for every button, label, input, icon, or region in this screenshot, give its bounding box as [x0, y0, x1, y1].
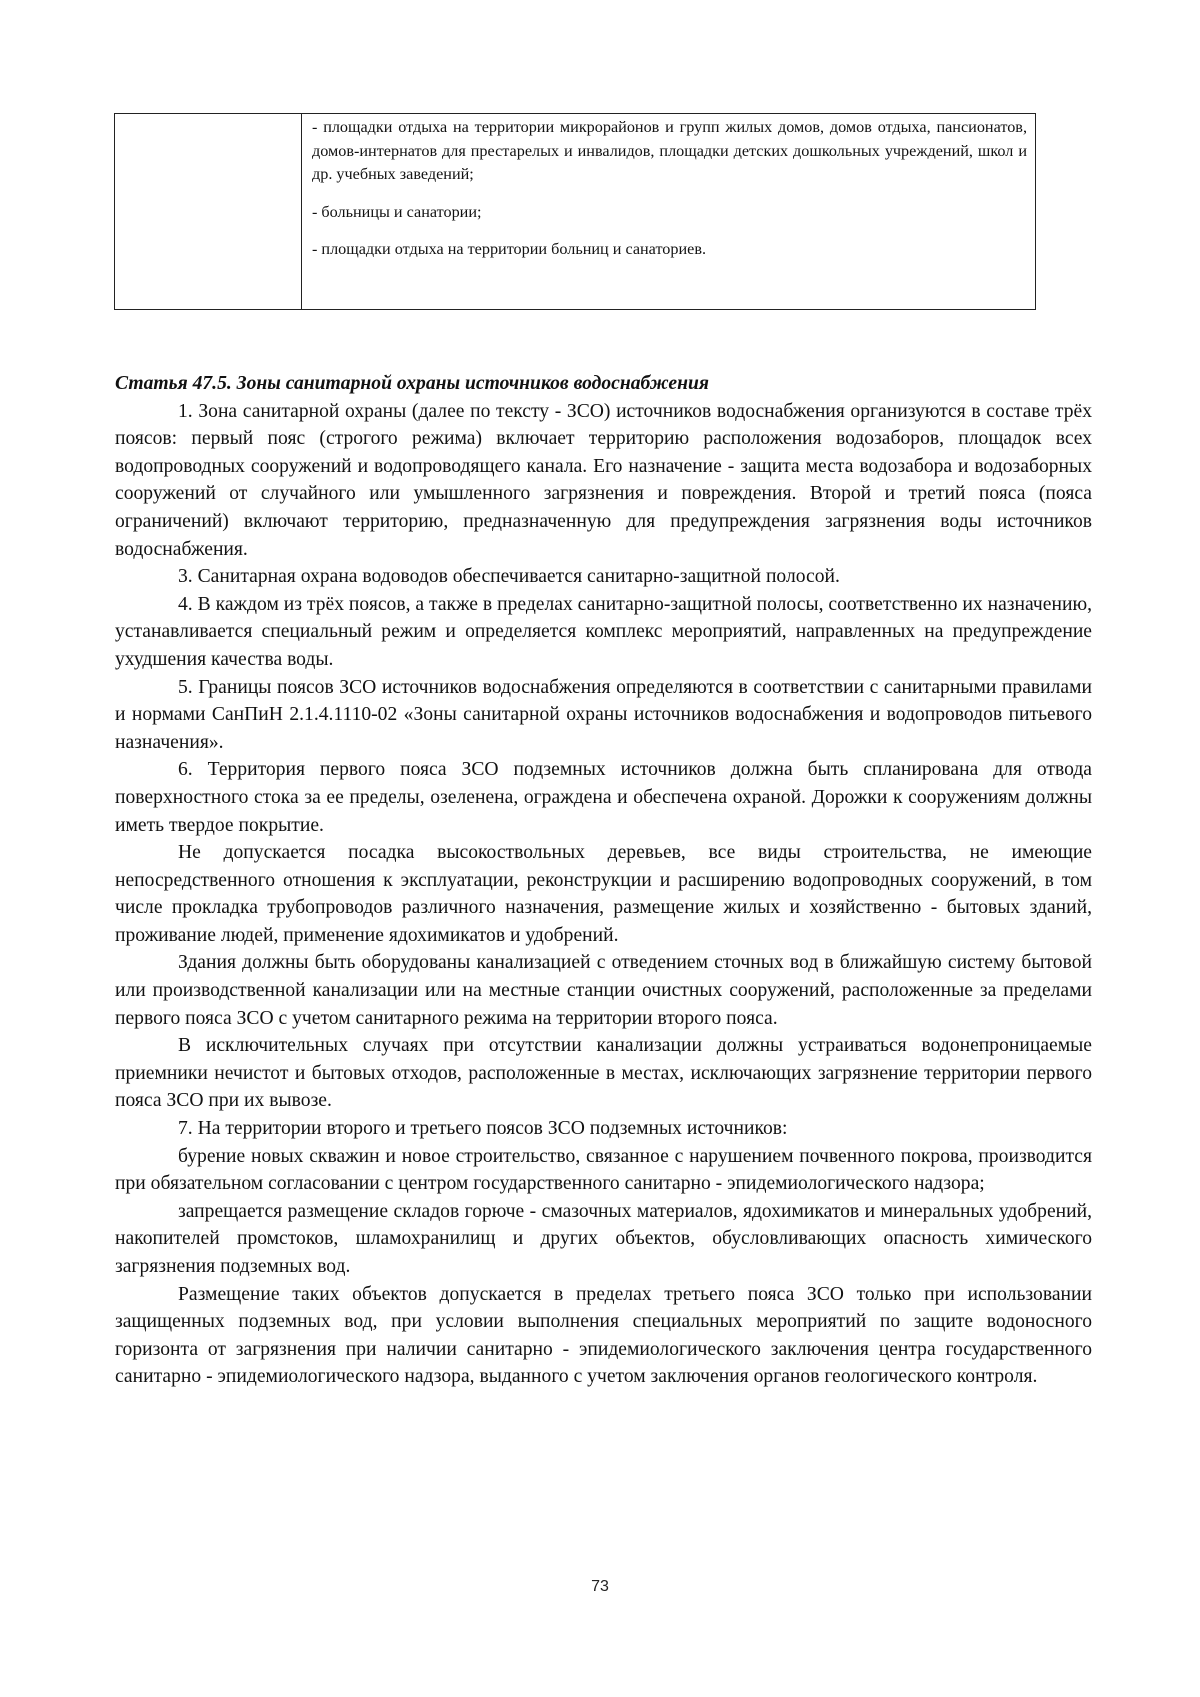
- article-paragraph: 5. Границы поясов ЗСО источников водоснабжения определяются в соответствии с санитарными правилами и нормами СанПиН 2.1.4.1110-02 «Зоны санитарной охраны источников водоснабжения и водопроводов питьевого назначения».: [115, 676, 1092, 753]
- page-number: 73: [591, 1578, 609, 1595]
- table-row: [115, 114, 1036, 310]
- table-cell-left: [115, 114, 302, 310]
- table-item: - площадки отдыха на территории больниц и санаториев.: [312, 240, 707, 258]
- article-paragraph: Размещение таких объектов допускается в пределах третьего пояса ЗСО только при использовании защищенных подземных вод, при условии выполнения специальных мероприятий по защите водоносного горизонта от загрязнения при наличии санитарно - эпидемиологического заключения центра государственного санитарно - эпидемиологического надзора, выданного с учетом заключения органов геологического контроля.: [115, 1283, 1092, 1388]
- table-item: - больницы и санатории;: [312, 202, 482, 221]
- article-paragraph: 1. Зона санитарной охраны (далее по тексту - ЗСО) источников водоснабжения организуются в составе трёх поясов: первый пояс (строгого режима) включает территорию расположения водозаборов, площадок всех водопроводных сооружений и водопроводящего канала. Его назначение - защита места водозабора и водозаборных сооружений от случайного или умышленного загрязнения и повреждения. Второй и третий пояса (пояса ограничений) включают территорию, предназначенную для предупреждения загрязнения воды источников водоснабжения.: [115, 400, 1092, 560]
- article-paragraph: запрещается размещение складов горюче - смазочных материалов, ядохимикатов и минеральных удобрений, накопителей промстоков, шламохранилищ и других объектов, обусловливающих опасность химического загрязнения подземных вод.: [115, 1200, 1092, 1277]
- article-paragraph: В исключительных случаях при отсутствии канализации должны устраиваться водонепроницаемые приемники нечистот и бытовых отходов, расположенные в местах, исключающих загрязнение территории первого пояса ЗСО при их вывозе.: [115, 1035, 1092, 1112]
- article-heading: Статья 47.5. Зоны санитарной охраны источников водоснабжения: [115, 373, 709, 394]
- article-paragraph: бурение новых скважин и новое строительство, связанное с нарушением почвенного покрова, производится при обязательном согласовании с центром государственного санитарно - эпидемиологического надзора;: [115, 1145, 1092, 1195]
- article-paragraph: 3. Санитарная охрана водоводов обеспечивается санитарно-защитной полосой.: [178, 566, 840, 588]
- article-paragraph: Здания должны быть оборудованы канализацией с отведением сточных вод в ближайшую систему бытовой или производственной канализации или на местные станции очистных сооружений, расположенные за пределами первого пояса ЗСО с учетом санитарного режима на территории второго пояса.: [115, 952, 1092, 1029]
- table-cell-right: [302, 114, 1036, 310]
- article-section: [115, 370, 1092, 1391]
- table-item: - площадки отдыха на территории микрорайонов и групп жилых домов, домов отдыха, пансионатов, домов-интернатов для престарелых и инвалидов, площадки детских дошкольных учреждений, школ и др. учебных заведений;: [312, 118, 1027, 183]
- article-paragraph: 6. Территория первого пояса ЗСО подземных источников должна быть спланирована для отвода поверхностного стока за ее пределы, озеленена, ограждена и обеспечена охраной. Дорожки к сооружениям должны иметь твердое покрытие.: [115, 759, 1092, 836]
- article-paragraph: 7. На территории второго и третьего поясов ЗСО подземных источников:: [178, 1118, 788, 1140]
- article-paragraph: 4. В каждом из трёх поясов, а также в пределах санитарно-защитной полосы, соответственно их назначению, устанавливается специальный режим и определяется комплекс мероприятий, направленных на предупреждение ухудшения качества воды.: [115, 593, 1092, 670]
- article-paragraph: Не допускается посадка высокоствольных деревьев, все виды строительства, не имеющие непосредственного отношения к эксплуатации, реконструкции и расширению водопроводных сооружений, в том числе прокладка трубопроводов различного назначения, размещение жилых и хозяйственно - бытовых зданий, проживание людей, применение ядохимикатов и удобрений.: [115, 842, 1092, 946]
- table-continuation: [114, 113, 1036, 310]
